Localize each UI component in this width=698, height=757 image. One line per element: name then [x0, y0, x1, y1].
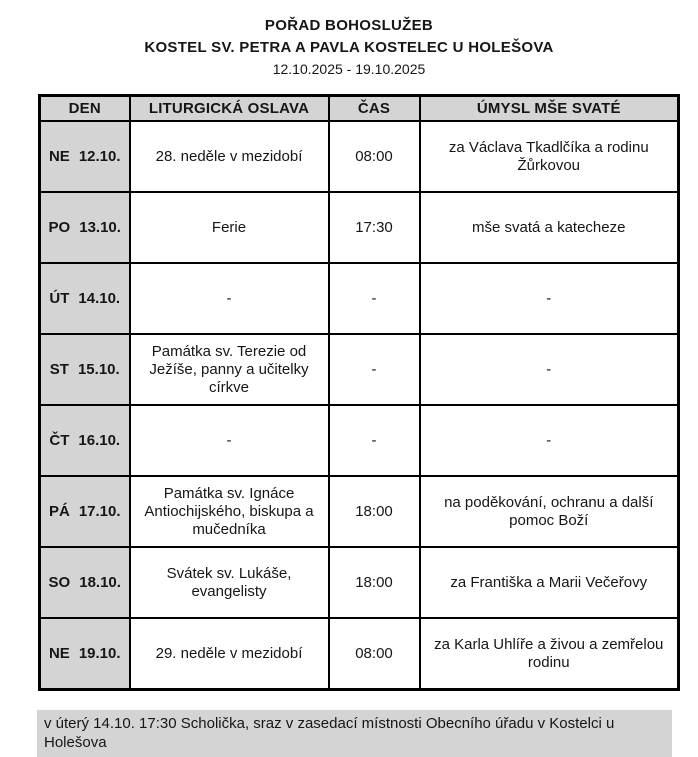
day-abbreviation: ST: [49, 360, 69, 378]
time-cell: -: [329, 334, 420, 405]
time-cell: 17:30: [329, 192, 420, 263]
intention-cell: za Karla Uhlíře a živou a zemřelou rodinu: [420, 618, 679, 690]
intention-cell: za Václava Tkadlčíka a rodinu Žůrkovou: [420, 121, 679, 192]
day-date: 12.10.: [78, 147, 121, 165]
day-abbreviation: ČT: [49, 431, 70, 449]
time-cell: 08:00: [329, 121, 420, 192]
table-row: [40, 121, 679, 192]
day-cell: [40, 334, 130, 405]
day-date: 18.10.: [79, 573, 121, 591]
day-abbreviation: PÁ: [48, 502, 70, 520]
header-row: [40, 96, 679, 122]
table-row: [40, 405, 679, 476]
time-cell: 18:00: [329, 476, 420, 547]
time-cell: 18:00: [329, 547, 420, 618]
day-abbreviation: NE: [48, 644, 70, 662]
table-row: [40, 192, 679, 263]
schedule-table: [38, 94, 680, 691]
celebration-cell: Ferie: [130, 192, 329, 263]
celebration-cell: Památka sv. Terezie od Ježíše, panny a učitelky církve: [130, 334, 329, 405]
day-cell: [40, 476, 130, 547]
table-row: [40, 263, 679, 334]
schedule-table-body: [40, 121, 679, 690]
day-date: 19.10.: [78, 644, 121, 662]
page-title: POŘAD BOHOSLUŽEB: [264, 17, 434, 34]
intention-cell: -: [420, 334, 679, 405]
day-abbreviation: NE: [48, 147, 70, 165]
intention-cell: mše svatá a katecheze: [420, 192, 679, 263]
celebration-cell: 29. neděle v mezidobí: [130, 618, 329, 690]
day-cell: [40, 192, 130, 263]
day-date: 17.10.: [78, 502, 121, 520]
document-header: [0, 0, 698, 80]
intention-cell: za Františka a Marii Večeřovy: [420, 547, 679, 618]
table-row: [40, 334, 679, 405]
column-header-liturgicka-oslava: LITURGICKÁ OSLAVA: [130, 96, 329, 122]
intention-cell: -: [420, 263, 679, 334]
time-cell: -: [329, 405, 420, 476]
footer-note: [37, 710, 672, 757]
celebration-cell: Památka sv. Ignáce Antiochijského, biskupa a mučedníka: [130, 476, 329, 547]
day-date: 16.10.: [78, 431, 121, 449]
column-header-cas: ČAS: [329, 96, 420, 122]
day-date: 13.10.: [79, 218, 121, 236]
page-subtitle: KOSTEL SV. PETRA A PAVLA KOSTELEC U HOLEŠOVA: [144, 39, 554, 56]
day-abbreviation: PO: [48, 218, 71, 236]
table-row: [40, 476, 679, 547]
day-cell: [40, 547, 130, 618]
date-range: 12.10.2025 - 19.10.2025: [272, 61, 426, 77]
celebration-cell: -: [130, 263, 329, 334]
day-abbreviation: SO: [48, 573, 71, 591]
day-cell: [40, 618, 130, 690]
table-row: [40, 547, 679, 618]
intention-cell: -: [420, 405, 679, 476]
intention-cell: na poděkování, ochranu a další pomoc Boží: [420, 476, 679, 547]
time-cell: -: [329, 263, 420, 334]
day-cell: [40, 121, 130, 192]
day-cell: [40, 405, 130, 476]
celebration-cell: -: [130, 405, 329, 476]
column-header-umysl-mse-svate: ÚMYSL MŠE SVATÉ: [420, 96, 679, 122]
celebration-cell: Svátek sv. Lukáše, evangelisty: [130, 547, 329, 618]
footer-note-text: v úterý 14.10. 17:30 Scholička, sraz v zasedací místnosti Obecního úřadu v Kostelci u Holešova: [44, 715, 615, 751]
day-date: 15.10.: [77, 360, 120, 378]
column-header-den: DEN: [40, 96, 130, 122]
day-cell: [40, 263, 130, 334]
time-cell: 08:00: [329, 618, 420, 690]
day-date: 14.10.: [78, 289, 121, 307]
celebration-cell: 28. neděle v mezidobí: [130, 121, 329, 192]
table-row: [40, 618, 679, 690]
day-abbreviation: ÚT: [49, 289, 70, 307]
schedule-table-header: [40, 96, 679, 122]
